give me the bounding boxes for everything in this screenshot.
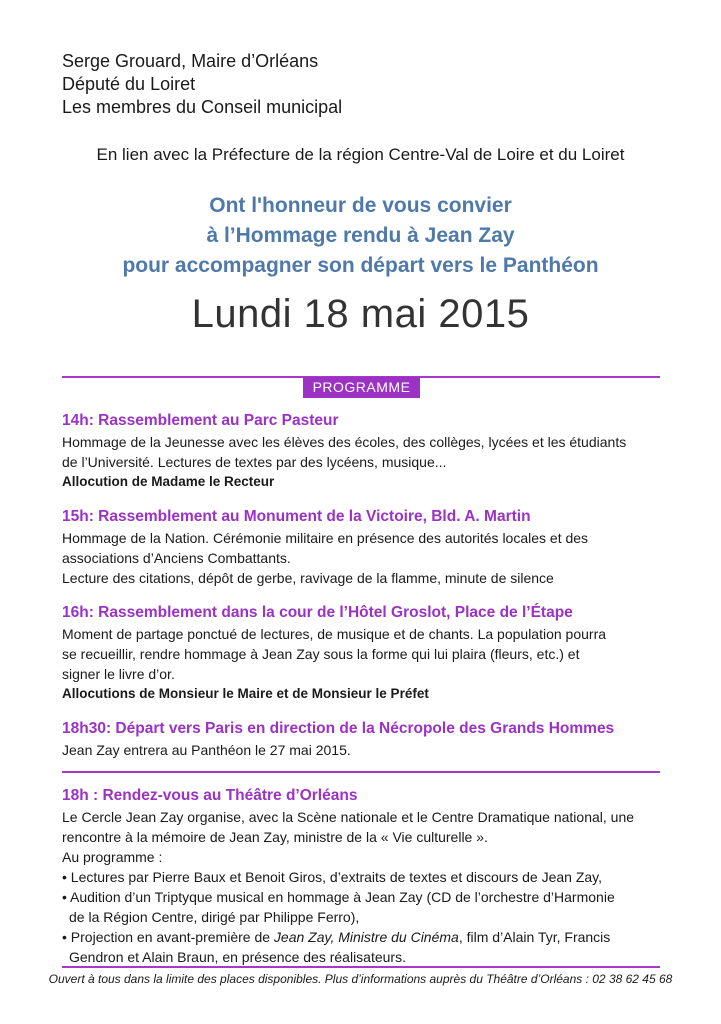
theatre-text bbox=[62, 807, 662, 967]
footer-note: Ouvert à tous dans la limite des places disponibles. Plus d’informations auprès du Théâtre d’Orléans : 02 38 62 45 68 bbox=[48, 972, 673, 986]
divider-middle bbox=[62, 771, 660, 773]
item-line: de l’Université. Lectures de textes par des lycéens, musique... bbox=[62, 454, 447, 470]
invite-line: pour accompagner son départ vers le Panthéon bbox=[122, 254, 599, 277]
item-line: signer le livre d’or. bbox=[62, 666, 175, 682]
invite-line: à l’Hommage rendu à Jean Zay bbox=[206, 224, 515, 247]
programme-badge: PROGRAMME bbox=[303, 377, 420, 398]
item-text bbox=[62, 624, 662, 684]
theatre-line: rencontre à la mémoire de Jean Zay, ministre de la « Vie culturelle ». bbox=[62, 829, 488, 845]
partner-line: En lien avec la Préfecture de la région Centre-Val de Loire et du Loiret bbox=[96, 145, 625, 164]
theatre-bullet bbox=[62, 927, 662, 947]
programme-list bbox=[62, 410, 662, 774]
event-date: Lundi 18 mai 2015 bbox=[191, 292, 530, 336]
item-line: Jean Zay entrera au Panthéon le 27 mai 2015. bbox=[62, 742, 351, 758]
item-line: Hommage de la Jeunesse avec les élèves des écoles, des collèges, lycées et les étudiants bbox=[62, 434, 627, 450]
invite-line: Ont l'honneur de vous convier bbox=[209, 194, 512, 217]
item-line: Lecture des citations, dépôt de gerbe, ravivage de la flamme, minute de silence bbox=[62, 570, 554, 586]
item-line: Moment de partage ponctué de lectures, de musique et de chants. La population pourra bbox=[62, 626, 607, 642]
item-bold: Allocution de Madame le Recteur bbox=[62, 474, 275, 489]
divider-bottom bbox=[62, 966, 660, 968]
film-title: Jean Zay, Ministre du Cinéma bbox=[273, 929, 459, 945]
theatre-section bbox=[62, 785, 662, 967]
item-title: 18h30: Départ vers Paris en direction de la Nécropole des Grands Hommes bbox=[62, 720, 615, 737]
theatre-bullet-cont: Gendron et Alain Braun, en présence des réalisateurs. bbox=[69, 949, 406, 965]
host-line: Député du Loiret bbox=[62, 74, 196, 94]
bullet-text: , film d’Alain Tyr, Francis bbox=[458, 929, 611, 945]
host-line: Serge Grouard, Maire d’Orléans bbox=[62, 51, 319, 71]
theatre-line: Au programme : bbox=[62, 849, 163, 865]
item-title: 16h: Rassemblement dans la cour de l’Hôtel Groslot, Place de l’Étape bbox=[62, 604, 573, 621]
theatre-bullet: • Lectures par Pierre Baux et Benoit Giros, d’extraits de textes et discours de Jean Zay, bbox=[62, 869, 603, 885]
programme-item bbox=[62, 410, 662, 492]
item-title: 15h: Rassemblement au Monument de la Victoire, Bld. A. Martin bbox=[62, 508, 531, 525]
theatre-bullet-cont: de la Région Centre, dirigé par Philippe Ferro), bbox=[69, 909, 360, 925]
item-line: se recueillir, rendre hommage à Jean Zay sous la forme qui lui plaira (fleurs, etc.) et bbox=[62, 646, 580, 662]
item-title: 14h: Rassemblement au Parc Pasteur bbox=[62, 412, 339, 429]
invitation-heading bbox=[0, 191, 721, 281]
host-line: Les membres du Conseil municipal bbox=[62, 97, 343, 117]
bullet-text: • Projection en avant-première de bbox=[62, 929, 274, 945]
item-bold: Allocutions de Monsieur le Maire et de Monsieur le Préfet bbox=[62, 686, 429, 701]
programme-item bbox=[62, 506, 662, 588]
item-text bbox=[62, 432, 662, 472]
item-text bbox=[62, 528, 662, 588]
programme-item bbox=[62, 602, 662, 704]
programme-item bbox=[62, 718, 662, 760]
hosts-block bbox=[62, 50, 342, 119]
theatre-bullet: • Audition d’un Triptyque musical en hommage à Jean Zay (CD de l’orchestre d’Harmonie bbox=[62, 889, 615, 905]
theatre-line: Le Cercle Jean Zay organise, avec la Scène nationale et le Centre Dramatique national, une bbox=[62, 809, 635, 825]
item-line: associations d’Anciens Combattants. bbox=[62, 550, 291, 566]
item-line: Hommage de la Nation. Cérémonie militaire en présence des autorités locales et des bbox=[62, 530, 589, 546]
theatre-title: 18h : Rendez-vous au Théâtre d’Orléans bbox=[62, 787, 358, 804]
item-text bbox=[62, 740, 662, 760]
